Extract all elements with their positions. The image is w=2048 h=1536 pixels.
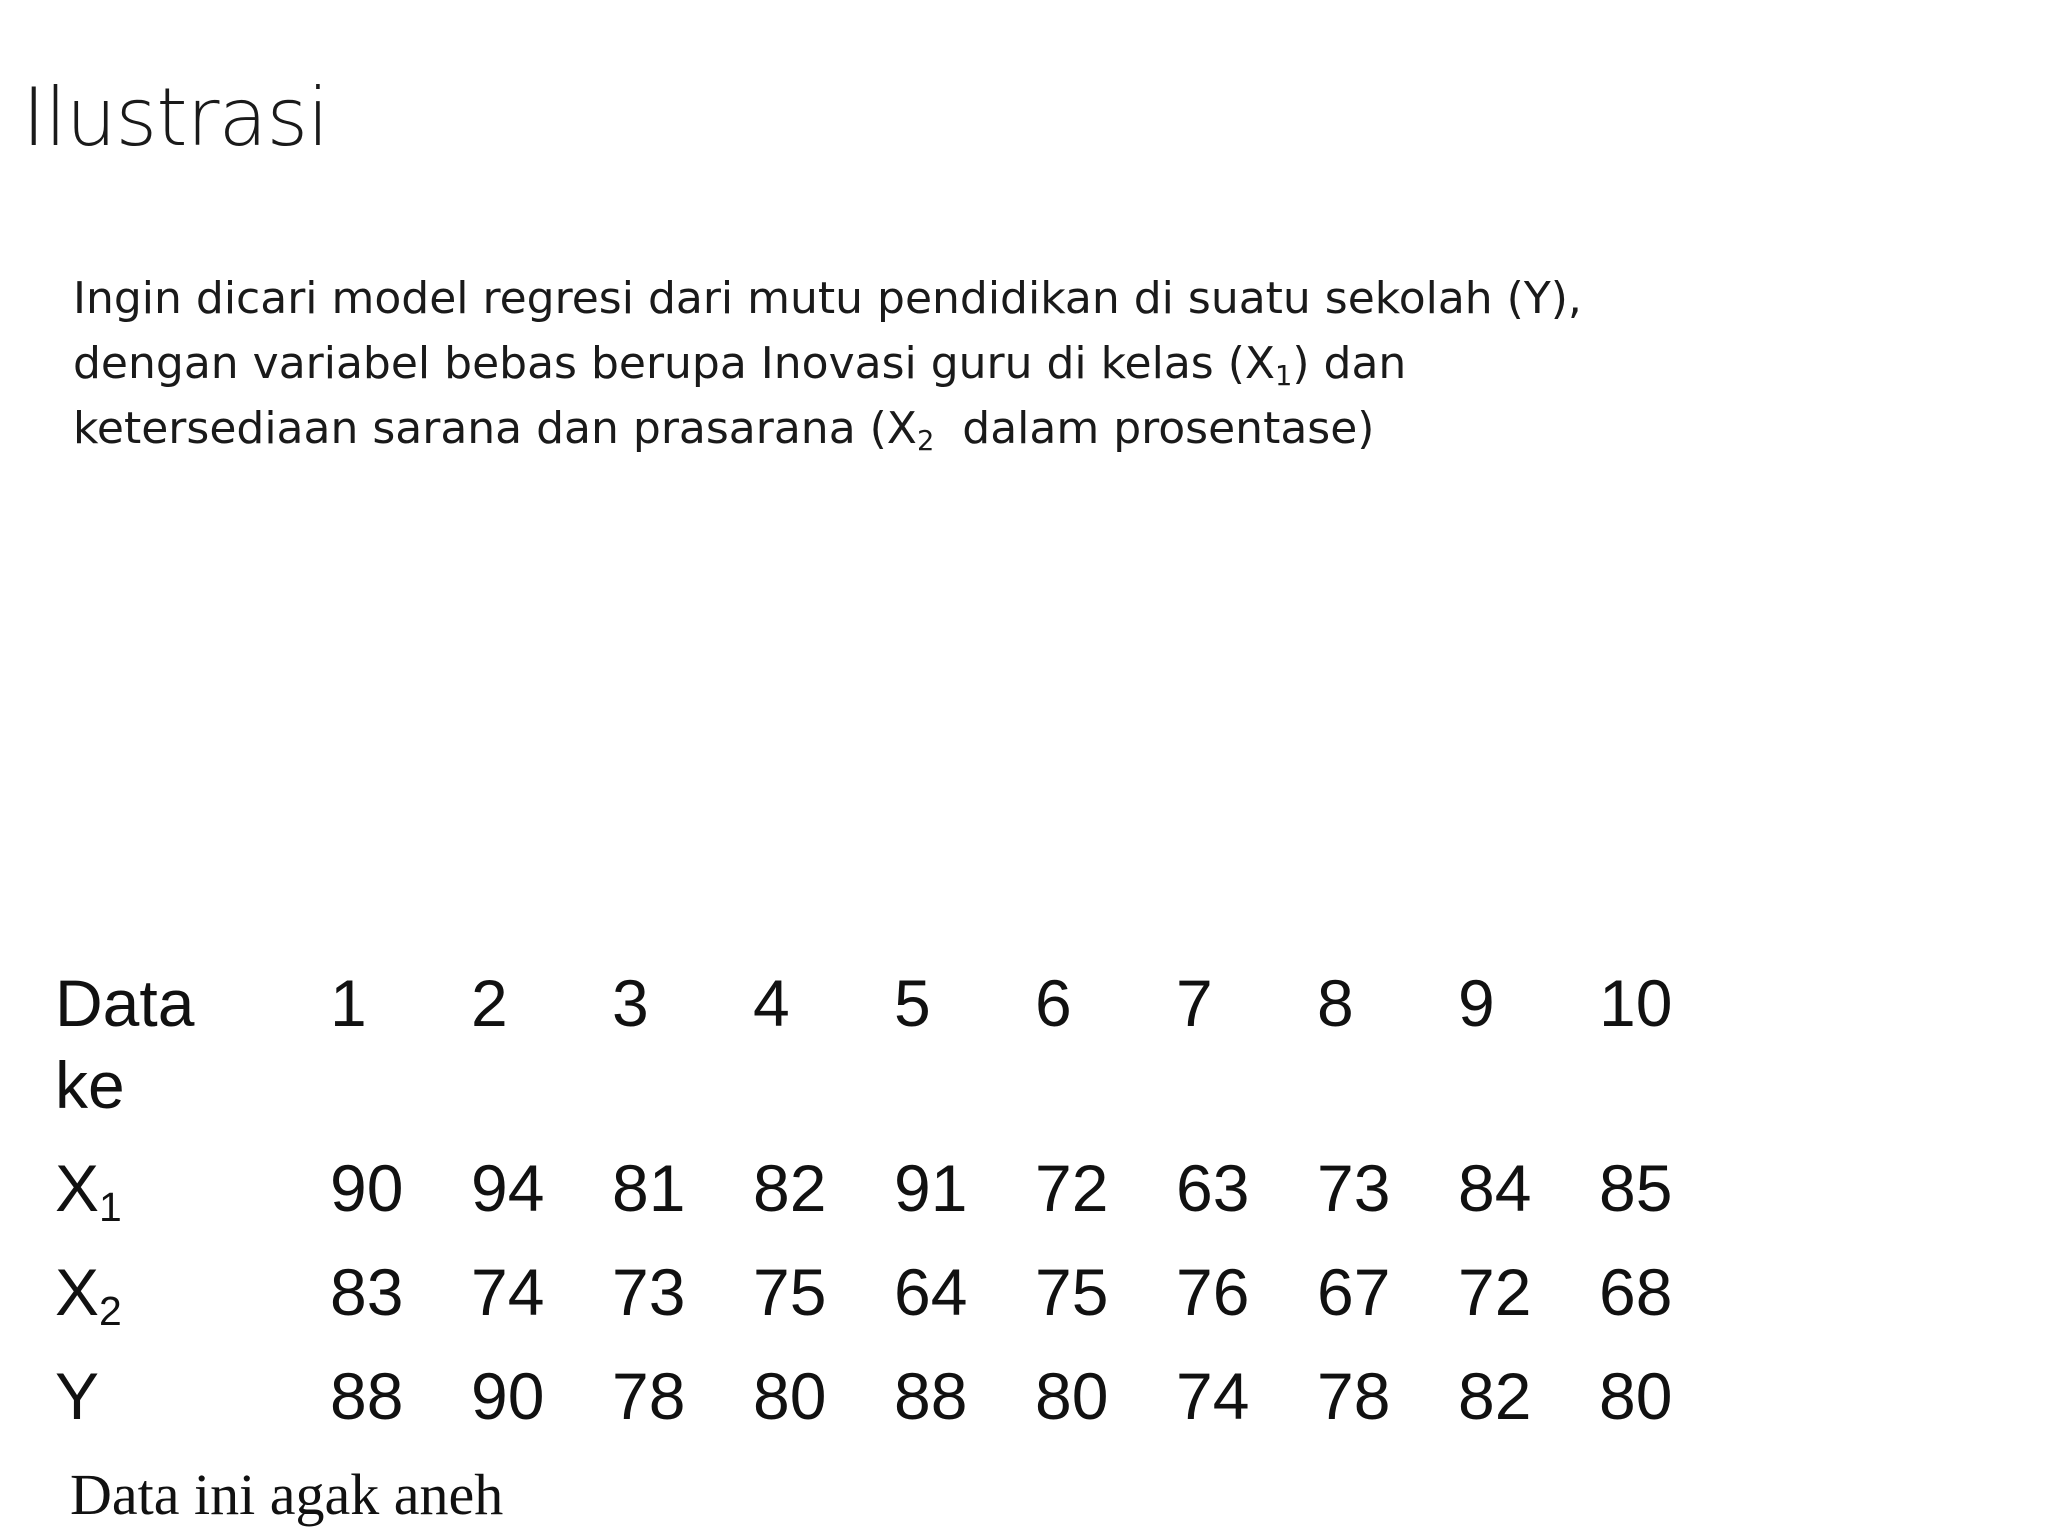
table-cell: 80 [1035,1359,1109,1433]
table-cell: 88 [330,1359,404,1433]
header-cell: 7 [1176,966,1213,1040]
header-cell: 5 [894,966,931,1040]
header-cell: 3 [612,966,649,1040]
intro-line-1: Ingin dicari model regresi dari mutu pendidikan di suatu sekolah (Y), [73,273,1582,324]
header-cell: 9 [1458,966,1495,1040]
intro-line-3-text: ketersediaan sarana dan prasarana (X [73,403,917,454]
table-cell: 74 [1176,1359,1250,1433]
table-cell: 68 [1599,1255,1673,1329]
table-cell: 78 [1317,1359,1391,1433]
header-label-line-2: ke [55,1048,125,1122]
header-label [55,962,255,1126]
table-cell: 75 [1035,1255,1109,1329]
table-cell: 73 [1317,1151,1391,1225]
row-label-subscript: 1 [99,1184,122,1231]
table-cell: 82 [1458,1359,1532,1433]
table-cell: 91 [894,1151,968,1225]
table-cell: 64 [894,1255,968,1329]
table-cell: 67 [1317,1255,1391,1329]
table-cell: 82 [753,1151,827,1225]
table-cell: 83 [330,1255,404,1329]
intro-paragraph [73,266,1773,461]
table-cell: 72 [1458,1255,1532,1329]
table-cell: 72 [1035,1151,1109,1225]
table-cell: 90 [471,1359,545,1433]
table-cell: 80 [753,1359,827,1433]
header-cell: 2 [471,966,508,1040]
intro-line-3 [73,396,1773,461]
footnote: Data ini agak aneh [70,1462,504,1527]
header-cell: 4 [753,966,790,1040]
table-cell: 81 [612,1151,686,1225]
table-cell: 63 [1176,1151,1250,1225]
table-cell: 76 [1176,1255,1250,1329]
page-title: Ilustrasi [22,71,329,164]
table-cell: 88 [894,1359,968,1433]
table-cell: 75 [753,1255,827,1329]
table-cell: 84 [1458,1151,1532,1225]
header-cell: 10 [1599,966,1673,1040]
intro-line-2-tail: ) dan [1292,338,1407,389]
intro-line-3-tail: dalam prosentase) [934,403,1375,454]
table-cell: 80 [1599,1359,1673,1433]
row-label-subscript: 2 [99,1288,122,1335]
row-label-y [55,1355,255,1437]
row-label-x1 [55,1147,255,1229]
header-cell: 6 [1035,966,1072,1040]
row-label-x2 [55,1251,255,1333]
table-cell: 85 [1599,1151,1673,1225]
table-cell: 74 [471,1255,545,1329]
table-cell: 73 [612,1255,686,1329]
table-cell: 78 [612,1359,686,1433]
header-cell: 8 [1317,966,1354,1040]
intro-subscript-1: 1 [1275,360,1293,392]
header-label-line-1: Data [55,966,195,1040]
row-label-text: X [55,1151,100,1225]
header-cell: 1 [330,966,367,1040]
intro-line-2-text: dengan variabel bebas berupa Inovasi guru di kelas (X [73,338,1276,389]
table-cell: 94 [471,1151,545,1225]
table-cell: 90 [330,1151,404,1225]
row-label-text: Y [55,1359,100,1433]
intro-line-2 [73,331,1773,396]
intro-subscript-2: 2 [916,425,935,457]
row-label-text: X [55,1255,100,1329]
